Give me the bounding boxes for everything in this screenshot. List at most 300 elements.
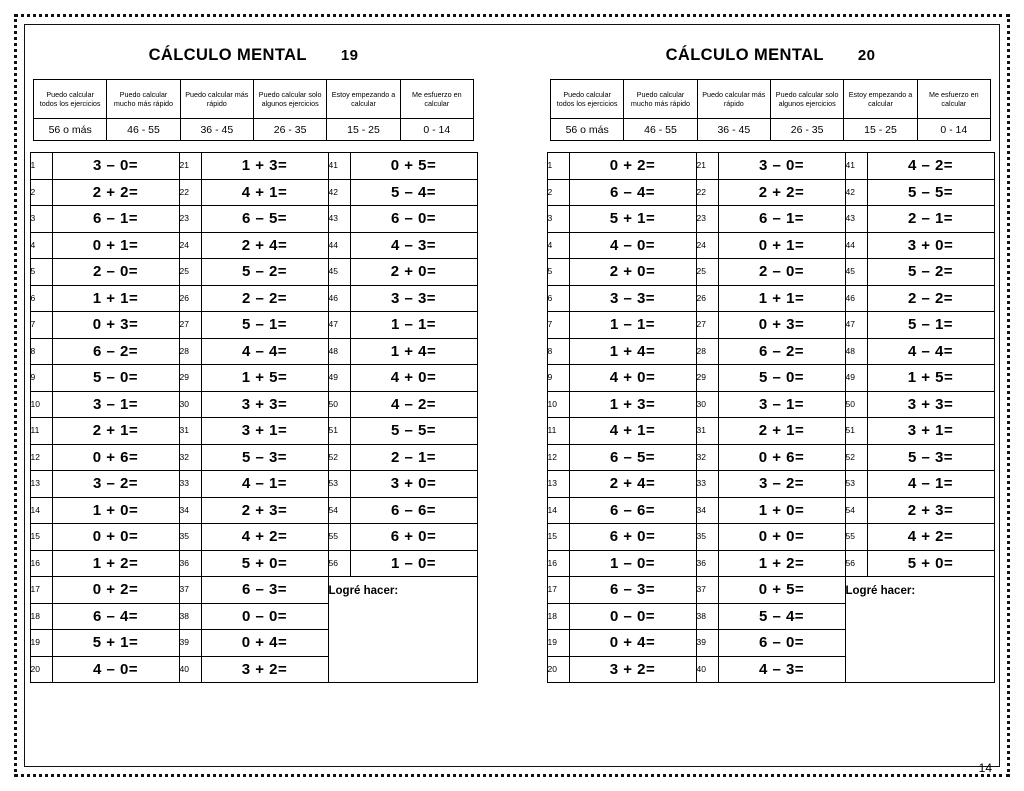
exercise-index: 19 <box>30 630 52 657</box>
exercise-operation[interactable]: 5 – 0= <box>52 365 179 392</box>
exercise-index: 37 <box>179 577 201 604</box>
table-row <box>30 497 477 524</box>
exercise-operation[interactable]: 6 – 6= <box>569 497 696 524</box>
scale-range-3[interactable]: 26 - 35 <box>770 119 843 141</box>
exercise-index: 25 <box>696 259 718 286</box>
exercise-operation[interactable]: 3 – 1= <box>52 391 179 418</box>
scale-range-5[interactable]: 0 - 14 <box>917 119 990 141</box>
scale-label-0: Puedo calcular todos los ejercicios <box>551 80 624 119</box>
table-row <box>30 259 477 286</box>
exercise-operation[interactable]: 4 + 1= <box>201 179 328 206</box>
exercise-operation[interactable]: 6 – 0= <box>718 630 845 657</box>
exercise-index: 47 <box>328 312 350 339</box>
exercise-index: 55 <box>845 524 867 551</box>
exercise-index: 8 <box>30 338 52 365</box>
exercise-operation[interactable]: 5 + 1= <box>569 206 696 233</box>
scale-label-2: Puedo calcular más rápido <box>180 80 253 119</box>
exercise-index: 23 <box>696 206 718 233</box>
exercise-index: 53 <box>328 471 350 498</box>
exercise-index: 29 <box>696 365 718 392</box>
exercise-index: 2 <box>547 179 569 206</box>
table-row <box>547 153 994 180</box>
exercise-index: 49 <box>328 365 350 392</box>
exercise-index: 45 <box>328 259 350 286</box>
worksheet-title-text: CÁLCULO MENTAL <box>665 46 824 64</box>
exercise-operation[interactable]: 4 + 0= <box>569 365 696 392</box>
exercise-index: 17 <box>30 577 52 604</box>
exercise-operation[interactable]: 4 – 4= <box>867 338 994 365</box>
exercise-operation[interactable]: 3 + 1= <box>867 418 994 445</box>
exercise-operation[interactable]: 1 + 0= <box>52 497 179 524</box>
exercise-index: 24 <box>179 232 201 259</box>
exercise-operation[interactable]: 3 + 3= <box>867 391 994 418</box>
exercise-index: 52 <box>328 444 350 471</box>
exercise-index: 44 <box>328 232 350 259</box>
exercise-index: 36 <box>179 550 201 577</box>
page-title <box>543 46 998 65</box>
exercise-operation[interactable]: 0 + 1= <box>718 232 845 259</box>
exercise-operation[interactable]: 3 + 0= <box>350 471 477 498</box>
exercise-operation[interactable]: 0 + 5= <box>350 153 477 180</box>
table-row <box>30 153 477 180</box>
scale-label-3: Puedo calcular solo algunos ejercicios <box>253 80 326 119</box>
exercise-index: 10 <box>30 391 52 418</box>
scale-range-0[interactable]: 56 o más <box>551 119 624 141</box>
exercise-operation[interactable]: 1 + 2= <box>718 550 845 577</box>
exercise-operation[interactable]: 2 – 1= <box>350 444 477 471</box>
exercise-index: 12 <box>30 444 52 471</box>
exercise-index: 50 <box>845 391 867 418</box>
exercise-index: 1 <box>547 153 569 180</box>
exercise-index: 15 <box>30 524 52 551</box>
table-row <box>547 259 994 286</box>
table-row <box>30 206 477 233</box>
exercise-index: 54 <box>328 497 350 524</box>
exercise-operation[interactable]: 6 – 0= <box>350 206 477 233</box>
exercise-index: 21 <box>696 153 718 180</box>
exercise-index: 32 <box>179 444 201 471</box>
exercise-operation[interactable]: 1 – 1= <box>350 312 477 339</box>
exercise-operation[interactable]: 3 – 3= <box>569 285 696 312</box>
exercise-index: 48 <box>845 338 867 365</box>
exercise-operation[interactable]: 0 – 0= <box>569 603 696 630</box>
worksheet-number: 19 <box>340 47 359 64</box>
exercise-index: 30 <box>179 391 201 418</box>
exercise-index: 46 <box>845 285 867 312</box>
exercise-operation[interactable]: 5 + 1= <box>52 630 179 657</box>
exercise-operation[interactable]: 3 – 0= <box>718 153 845 180</box>
exercise-operation[interactable]: 1 + 3= <box>201 153 328 180</box>
exercise-operation[interactable]: 1 + 4= <box>350 338 477 365</box>
exercise-index: 39 <box>696 630 718 657</box>
exercise-operation[interactable]: 3 + 3= <box>201 391 328 418</box>
exercise-index: 8 <box>547 338 569 365</box>
exercise-index: 39 <box>179 630 201 657</box>
table-row <box>547 285 994 312</box>
exercise-operation[interactable]: 6 – 6= <box>350 497 477 524</box>
exercise-index: 12 <box>547 444 569 471</box>
exercise-operation[interactable]: 2 – 2= <box>867 285 994 312</box>
exercise-operation[interactable]: 0 + 4= <box>201 630 328 657</box>
exercise-index: 21 <box>179 153 201 180</box>
exercise-operation[interactable]: 3 + 1= <box>201 418 328 445</box>
table-row <box>30 524 477 551</box>
exercise-index: 43 <box>845 206 867 233</box>
table-row <box>30 338 477 365</box>
scale-range-4[interactable]: 15 - 25 <box>327 119 400 141</box>
exercise-operation[interactable]: 4 – 3= <box>718 656 845 683</box>
self-assessment-scale <box>550 79 991 141</box>
exercise-operation[interactable]: 4 – 1= <box>201 471 328 498</box>
exercise-index: 35 <box>696 524 718 551</box>
scale-label-5: Me esfuerzo en calcular <box>917 80 990 119</box>
exercise-index: 41 <box>328 153 350 180</box>
exercise-index: 31 <box>179 418 201 445</box>
exercise-operation[interactable]: 5 – 2= <box>867 259 994 286</box>
exercise-index: 35 <box>179 524 201 551</box>
exercise-index: 34 <box>179 497 201 524</box>
page-title <box>26 46 481 65</box>
exercise-index: 22 <box>696 179 718 206</box>
scale-range-1[interactable]: 46 - 55 <box>107 119 180 141</box>
exercise-operation[interactable]: 6 – 1= <box>718 206 845 233</box>
exercise-index: 3 <box>30 206 52 233</box>
exercise-index: 9 <box>30 365 52 392</box>
exercise-operation[interactable]: 6 – 1= <box>52 206 179 233</box>
exercise-operation[interactable]: 1 – 1= <box>569 312 696 339</box>
table-row <box>547 418 994 445</box>
exercise-operation[interactable]: 1 + 1= <box>718 285 845 312</box>
scale-labels-row <box>34 80 474 119</box>
scale-label-2: Puedo calcular más rápido <box>697 80 770 119</box>
exercise-operation[interactable]: 3 – 2= <box>52 471 179 498</box>
exercise-index: 26 <box>179 285 201 312</box>
exercise-index: 10 <box>547 391 569 418</box>
exercise-operation[interactable]: 0 + 1= <box>52 232 179 259</box>
scale-label-3: Puedo calcular solo algunos ejercicios <box>770 80 843 119</box>
exercise-operation[interactable]: 1 – 0= <box>350 550 477 577</box>
exercise-operation[interactable]: 6 + 0= <box>350 524 477 551</box>
table-row <box>547 365 994 392</box>
exercise-operation[interactable]: 6 – 3= <box>569 577 696 604</box>
exercise-index: 20 <box>30 656 52 683</box>
scale-label-0: Puedo calcular todos los ejercicios <box>34 80 107 119</box>
table-row <box>547 471 994 498</box>
exercise-operation[interactable]: 0 + 4= <box>569 630 696 657</box>
exercise-index: 43 <box>328 206 350 233</box>
exercise-index: 13 <box>30 471 52 498</box>
table-row <box>30 471 477 498</box>
exercise-index: 41 <box>845 153 867 180</box>
exercise-index: 44 <box>845 232 867 259</box>
table-row <box>547 179 994 206</box>
scale-label-4: Estoy empezando a calcular <box>844 80 917 119</box>
exercise-operation[interactable]: 4 – 0= <box>569 232 696 259</box>
exercise-operation[interactable]: 0 + 3= <box>52 312 179 339</box>
scale-range-2[interactable]: 36 - 45 <box>180 119 253 141</box>
exercise-operation[interactable]: 2 + 1= <box>52 418 179 445</box>
exercise-index: 31 <box>696 418 718 445</box>
exercise-operation[interactable]: 5 + 0= <box>867 550 994 577</box>
exercise-operation[interactable]: 4 + 0= <box>350 365 477 392</box>
exercise-operation[interactable]: 2 + 1= <box>718 418 845 445</box>
exercise-operation[interactable]: 3 – 0= <box>52 153 179 180</box>
exercise-operation[interactable]: 5 – 2= <box>201 259 328 286</box>
exercise-operation[interactable]: 5 – 4= <box>718 603 845 630</box>
exercise-operation[interactable]: 6 – 4= <box>52 603 179 630</box>
exercise-operation[interactable]: 1 + 2= <box>52 550 179 577</box>
exercise-index: 30 <box>696 391 718 418</box>
exercise-index: 18 <box>547 603 569 630</box>
exercise-index: 26 <box>696 285 718 312</box>
table-row <box>30 418 477 445</box>
table-row <box>547 524 994 551</box>
exercise-index: 25 <box>179 259 201 286</box>
table-row <box>547 206 994 233</box>
exercise-index: 42 <box>845 179 867 206</box>
worksheet-title-text: CÁLCULO MENTAL <box>148 46 307 64</box>
exercise-index: 37 <box>696 577 718 604</box>
exercise-index: 54 <box>845 497 867 524</box>
table-row <box>30 444 477 471</box>
exercise-index: 18 <box>30 603 52 630</box>
exercise-index: 49 <box>845 365 867 392</box>
exercise-index: 32 <box>696 444 718 471</box>
exercise-index: 33 <box>179 471 201 498</box>
table-row <box>30 312 477 339</box>
exercise-index: 13 <box>547 471 569 498</box>
exercise-operation[interactable]: 5 – 3= <box>201 444 328 471</box>
exercise-operation[interactable]: 4 – 2= <box>867 153 994 180</box>
exercise-index: 16 <box>30 550 52 577</box>
exercise-operation[interactable]: 1 + 0= <box>718 497 845 524</box>
table-row <box>547 338 994 365</box>
table-row <box>30 179 477 206</box>
exercise-operation[interactable]: 2 – 0= <box>52 259 179 286</box>
exercise-index: 55 <box>328 524 350 551</box>
exercise-operation[interactable]: 2 + 2= <box>718 179 845 206</box>
exercise-index: 40 <box>696 656 718 683</box>
exercise-index: 4 <box>30 232 52 259</box>
exercise-operation[interactable]: 4 + 2= <box>867 524 994 551</box>
achievement-note[interactable]: Logré hacer: <box>328 577 477 683</box>
table-row <box>30 232 477 259</box>
exercise-operation[interactable]: 3 + 2= <box>201 656 328 683</box>
exercise-operation[interactable]: 2 + 3= <box>201 497 328 524</box>
exercise-operation[interactable]: 2 + 0= <box>569 259 696 286</box>
exercise-index: 36 <box>696 550 718 577</box>
exercise-index: 7 <box>30 312 52 339</box>
exercises-table <box>30 152 478 683</box>
exercise-index: 45 <box>845 259 867 286</box>
exercise-operation[interactable]: 0 – 0= <box>201 603 328 630</box>
table-row <box>547 577 994 604</box>
exercise-operation[interactable]: 5 – 0= <box>718 365 845 392</box>
exercise-operation[interactable]: 5 – 5= <box>350 418 477 445</box>
worksheet-20 <box>543 26 998 775</box>
exercise-index: 24 <box>696 232 718 259</box>
scale-label-5: Me esfuerzo en calcular <box>400 80 473 119</box>
page-number: 14 <box>978 761 992 775</box>
exercise-index: 51 <box>845 418 867 445</box>
exercise-operation[interactable]: 0 + 6= <box>52 444 179 471</box>
table-row <box>547 497 994 524</box>
exercise-operation[interactable]: 3 – 2= <box>718 471 845 498</box>
exercise-index: 47 <box>845 312 867 339</box>
exercise-index: 33 <box>696 471 718 498</box>
exercise-index: 9 <box>547 365 569 392</box>
exercise-operation[interactable]: 2 – 1= <box>867 206 994 233</box>
exercise-operation[interactable]: 3 + 0= <box>867 232 994 259</box>
exercise-operation[interactable]: 1 + 1= <box>52 285 179 312</box>
table-row <box>30 285 477 312</box>
table-row <box>547 312 994 339</box>
exercise-operation[interactable]: 3 – 3= <box>350 285 477 312</box>
scale-range-3[interactable]: 26 - 35 <box>253 119 326 141</box>
exercise-operation[interactable]: 2 + 4= <box>569 471 696 498</box>
exercise-index: 16 <box>547 550 569 577</box>
table-row <box>547 444 994 471</box>
table-row <box>547 391 994 418</box>
exercise-operation[interactable]: 6 + 0= <box>569 524 696 551</box>
exercise-index: 2 <box>30 179 52 206</box>
exercise-index: 53 <box>845 471 867 498</box>
exercise-index: 29 <box>179 365 201 392</box>
scale-range-1[interactable]: 46 - 55 <box>624 119 697 141</box>
exercise-operation[interactable]: 6 – 5= <box>201 206 328 233</box>
exercise-operation[interactable]: 5 – 5= <box>867 179 994 206</box>
exercise-operation[interactable]: 5 – 1= <box>201 312 328 339</box>
exercise-index: 38 <box>696 603 718 630</box>
scale-range-2[interactable]: 36 - 45 <box>697 119 770 141</box>
scale-range-0[interactable]: 56 o más <box>34 119 107 141</box>
exercise-operation[interactable]: 1 + 3= <box>569 391 696 418</box>
exercise-index: 1 <box>30 153 52 180</box>
scale-ranges-row <box>551 119 991 141</box>
exercise-index: 50 <box>328 391 350 418</box>
exercise-index: 15 <box>547 524 569 551</box>
exercise-index: 42 <box>328 179 350 206</box>
exercise-index: 51 <box>328 418 350 445</box>
exercise-index: 27 <box>179 312 201 339</box>
exercise-operation[interactable]: 4 + 2= <box>201 524 328 551</box>
table-row <box>30 391 477 418</box>
exercise-operation[interactable]: 0 + 3= <box>718 312 845 339</box>
worksheets-container <box>26 26 998 775</box>
exercise-index: 6 <box>547 285 569 312</box>
exercise-index: 38 <box>179 603 201 630</box>
worksheet-number: 20 <box>857 47 876 64</box>
exercise-operation[interactable]: 4 – 2= <box>350 391 477 418</box>
exercise-operation[interactable]: 6 – 2= <box>718 338 845 365</box>
exercise-index: 52 <box>845 444 867 471</box>
exercise-operation[interactable]: 4 – 3= <box>350 232 477 259</box>
exercise-index: 56 <box>845 550 867 577</box>
exercise-operation[interactable]: 2 – 2= <box>201 285 328 312</box>
exercise-index: 7 <box>547 312 569 339</box>
exercise-operation[interactable]: 2 + 3= <box>867 497 994 524</box>
exercise-index: 4 <box>547 232 569 259</box>
table-row <box>30 365 477 392</box>
exercise-operation[interactable]: 4 + 1= <box>569 418 696 445</box>
exercise-operation[interactable]: 0 + 0= <box>52 524 179 551</box>
exercise-index: 19 <box>547 630 569 657</box>
table-row <box>547 550 994 577</box>
exercise-index: 27 <box>696 312 718 339</box>
exercise-index: 34 <box>696 497 718 524</box>
exercise-operation[interactable]: 2 + 2= <box>52 179 179 206</box>
scale-label-4: Estoy empezando a calcular <box>327 80 400 119</box>
exercise-operation[interactable]: 3 – 1= <box>718 391 845 418</box>
exercise-index: 5 <box>547 259 569 286</box>
scale-labels-row <box>551 80 991 119</box>
exercise-operation[interactable]: 1 + 5= <box>201 365 328 392</box>
exercise-index: 14 <box>30 497 52 524</box>
exercise-operation[interactable]: 5 – 1= <box>867 312 994 339</box>
exercise-operation[interactable]: 5 + 0= <box>201 550 328 577</box>
exercise-index: 28 <box>696 338 718 365</box>
exercise-index: 3 <box>547 206 569 233</box>
achievement-note[interactable]: Logré hacer: <box>845 577 994 683</box>
exercise-operation[interactable]: 1 + 5= <box>867 365 994 392</box>
exercise-operation[interactable]: 6 – 5= <box>569 444 696 471</box>
exercise-operation[interactable]: 1 – 0= <box>569 550 696 577</box>
exercise-operation[interactable]: 0 + 0= <box>718 524 845 551</box>
exercise-operation[interactable]: 1 + 4= <box>569 338 696 365</box>
exercise-operation[interactable]: 0 + 2= <box>569 153 696 180</box>
scale-range-5[interactable]: 0 - 14 <box>400 119 473 141</box>
exercise-operation[interactable]: 5 – 4= <box>350 179 477 206</box>
exercise-index: 56 <box>328 550 350 577</box>
exercise-index: 14 <box>547 497 569 524</box>
exercise-operation[interactable]: 6 – 3= <box>201 577 328 604</box>
exercise-index: 6 <box>30 285 52 312</box>
exercise-operation[interactable]: 3 + 2= <box>569 656 696 683</box>
exercise-operation[interactable]: 2 – 0= <box>718 259 845 286</box>
table-row <box>30 550 477 577</box>
exercise-index: 48 <box>328 338 350 365</box>
self-assessment-scale <box>33 79 474 141</box>
exercises-table <box>547 152 995 683</box>
exercise-operation[interactable]: 0 + 6= <box>718 444 845 471</box>
exercise-index: 22 <box>179 179 201 206</box>
exercise-index: 28 <box>179 338 201 365</box>
exercise-operation[interactable]: 6 – 4= <box>569 179 696 206</box>
exercise-index: 23 <box>179 206 201 233</box>
exercise-index: 40 <box>179 656 201 683</box>
exercise-operation[interactable]: 4 – 1= <box>867 471 994 498</box>
exercise-operation[interactable]: 0 + 5= <box>718 577 845 604</box>
exercise-index: 11 <box>547 418 569 445</box>
exercise-operation[interactable]: 2 + 4= <box>201 232 328 259</box>
worksheet-19 <box>26 26 481 765</box>
scale-label-1: Puedo calcular mucho más rápido <box>624 80 697 119</box>
exercise-index: 11 <box>30 418 52 445</box>
exercise-index: 5 <box>30 259 52 286</box>
exercise-operation[interactable]: 4 – 0= <box>52 656 179 683</box>
exercise-index: 46 <box>328 285 350 312</box>
exercise-operation[interactable]: 2 + 0= <box>350 259 477 286</box>
exercise-operation[interactable]: 6 – 2= <box>52 338 179 365</box>
exercise-operation[interactable]: 0 + 2= <box>52 577 179 604</box>
exercise-operation[interactable]: 5 – 3= <box>867 444 994 471</box>
scale-range-4[interactable]: 15 - 25 <box>844 119 917 141</box>
table-row <box>30 577 477 604</box>
table-row <box>547 232 994 259</box>
exercise-index: 20 <box>547 656 569 683</box>
exercise-operation[interactable]: 4 – 4= <box>201 338 328 365</box>
scale-label-1: Puedo calcular mucho más rápido <box>107 80 180 119</box>
